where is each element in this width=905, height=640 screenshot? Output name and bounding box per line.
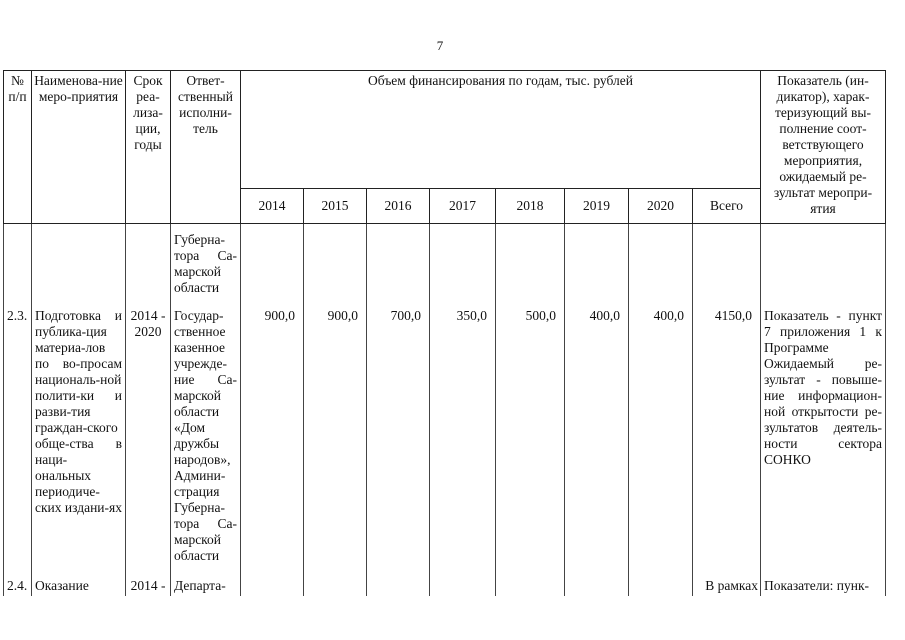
row-value-2020: [629, 576, 693, 596]
row-value-2017: [430, 224, 496, 307]
row-value-total: [693, 224, 761, 307]
header-funding: Объем финансирования по годам, тыс. рублей: [241, 71, 761, 189]
row-value-2019: 400,0: [565, 306, 629, 576]
row-value-2020: [629, 224, 693, 307]
row-value-2016: 700,0: [367, 306, 430, 576]
row-term: 2014 -: [126, 576, 171, 596]
header-num: № п/п: [4, 71, 32, 224]
row-name: [32, 224, 126, 307]
row-executor: Государ-ственное казенное учрежде-ние Са-марской области «Дом дружбы народов», Админи-страция Губерна-тора Са-марской области: [171, 306, 241, 576]
row-value-2015: [304, 576, 367, 596]
row-name: Оказание: [32, 576, 126, 596]
header-year-2020: 2020: [629, 189, 693, 224]
row-term: [126, 224, 171, 307]
row-term: 2014 - 2020: [126, 306, 171, 576]
row-value-2017: 350,0: [430, 306, 496, 576]
row-value-2018: [496, 224, 565, 307]
row-value-2020: 400,0: [629, 306, 693, 576]
table-row: [4, 224, 886, 307]
row-indicator: [761, 224, 886, 307]
row-value-2019: [565, 224, 629, 307]
row-value-2019: [565, 576, 629, 596]
header-name: Наименова-ние меро-приятия: [32, 71, 126, 224]
row-value-2014: 900,0: [241, 306, 304, 576]
header-year-2018: 2018: [496, 189, 565, 224]
row-num: 2.4.: [4, 576, 32, 596]
program-table: [3, 70, 886, 596]
row-value-2016: [367, 224, 430, 307]
table-row: [4, 576, 886, 596]
row-value-total: 4150,0: [693, 306, 761, 576]
header-year-2015: 2015: [304, 189, 367, 224]
header-indicator: Показатель (ин-дикатор), харак-теризующий вы-полнение соот-ветствующего мероприятия, ожидаемый ре-зультат меропри-ятия: [761, 71, 886, 224]
row-value-2017: [430, 576, 496, 596]
row-value-2014: [241, 576, 304, 596]
row-indicator: Показатели: пунк-: [761, 576, 886, 596]
row-value-2015: [304, 224, 367, 307]
header-year-2017: 2017: [430, 189, 496, 224]
row-num: [4, 224, 32, 307]
row-value-2016: [367, 576, 430, 596]
row-executor: Губерна-тора Са-марской области: [171, 224, 241, 307]
row-num: 2.3.: [4, 306, 32, 576]
row-name: Подготовка и публика-ция материа-лов по во-просам националь-ной полити-ки и разви-тия граждан-ского обще-ства в наци-ональных периодиче-ских издани-ях: [32, 306, 126, 576]
header-executor: Ответ-ственный исполни-тель: [171, 71, 241, 224]
page-number: 7: [436, 38, 444, 53]
header-total: Всего: [693, 189, 761, 224]
header-row: [4, 71, 886, 189]
row-value-2014: [241, 224, 304, 307]
header-year-2016: 2016: [367, 189, 430, 224]
header-term: Срок реа-лиза-ции, годы: [126, 71, 171, 224]
row-executor: Департа-: [171, 576, 241, 596]
header-year-2019: 2019: [565, 189, 629, 224]
row-indicator: Показатель - пункт 7 приложения 1 к Программе Ожидаемый ре-зультат - повыше-ние информацион-ной открытости ре-зультатов деятель-ности сектора СОНКО: [761, 306, 886, 576]
row-value-2018: [496, 576, 565, 596]
row-value-2015: 900,0: [304, 306, 367, 576]
table-row: [4, 306, 886, 576]
row-value-2018: 500,0: [496, 306, 565, 576]
header-year-2014: 2014: [241, 189, 304, 224]
row-value-total: В рамках: [693, 576, 761, 596]
